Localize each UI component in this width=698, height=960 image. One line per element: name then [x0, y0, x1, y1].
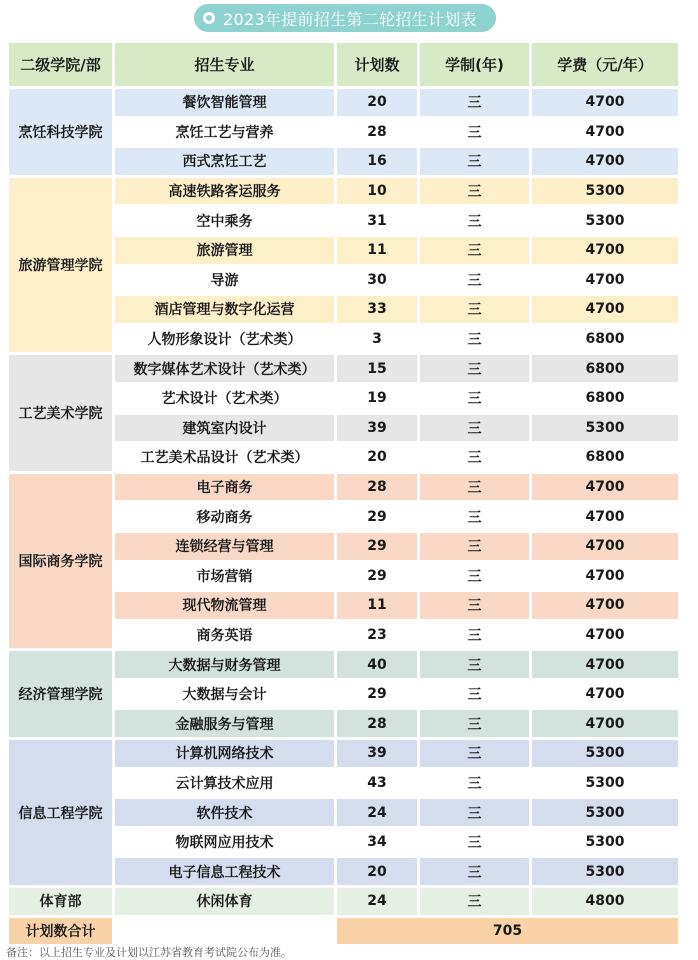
header-college: 二级学院/部 [9, 43, 112, 86]
count-cell: 28 [337, 710, 417, 737]
years-cell: 三 [420, 267, 529, 294]
years-cell: 三 [420, 207, 529, 234]
fee-cell: 4700 [532, 622, 678, 649]
years-cell: 三 [420, 651, 529, 678]
count-cell: 24 [337, 799, 417, 826]
fee-cell: 4700 [532, 681, 678, 708]
count-cell: 24 [337, 888, 417, 915]
years-cell: 三 [420, 592, 529, 619]
years-cell: 三 [420, 770, 529, 797]
fee-cell: 6800 [532, 355, 678, 382]
total-label: 计划数合计 [9, 918, 112, 945]
fee-cell: 6800 [532, 385, 678, 412]
years-cell: 三 [420, 740, 529, 767]
table-row [9, 355, 678, 382]
years-cell: 三 [420, 237, 529, 264]
years-cell: 三 [420, 858, 529, 885]
fee-cell: 4700 [532, 710, 678, 737]
major-cell: 酒店管理与数字化运营 [115, 296, 334, 323]
years-cell: 三 [420, 888, 529, 915]
major-cell: 云计算技术应用 [115, 770, 334, 797]
fee-cell: 6800 [532, 326, 678, 353]
fee-cell: 4700 [532, 474, 678, 501]
years-cell: 三 [420, 503, 529, 530]
years-cell: 三 [420, 533, 529, 560]
years-cell: 三 [420, 622, 529, 649]
college-cell: 烹饪科技学院 [9, 89, 112, 175]
college-cell: 工艺美术学院 [9, 355, 112, 470]
count-cell: 11 [337, 237, 417, 264]
header-years: 学制(年) [420, 43, 529, 86]
years-cell: 三 [420, 178, 529, 205]
years-cell: 三 [420, 148, 529, 175]
count-cell: 34 [337, 829, 417, 856]
count-cell: 29 [337, 563, 417, 590]
fee-cell: 5300 [532, 770, 678, 797]
fee-cell: 5300 [532, 829, 678, 856]
count-cell: 43 [337, 770, 417, 797]
years-cell: 三 [420, 681, 529, 708]
count-cell: 20 [337, 89, 417, 116]
count-cell: 11 [337, 592, 417, 619]
years-cell: 三 [420, 326, 529, 353]
years-cell: 三 [420, 415, 529, 442]
count-cell: 29 [337, 533, 417, 560]
count-cell: 28 [337, 119, 417, 146]
page-title: 2023年提前招生第二轮招生计划表 [223, 9, 477, 29]
college-cell: 国际商务学院 [9, 474, 112, 649]
table-row [9, 178, 678, 205]
years-cell: 三 [420, 119, 529, 146]
major-cell: 大数据与会计 [115, 681, 334, 708]
fee-cell: 6800 [532, 444, 678, 471]
years-cell: 三 [420, 296, 529, 323]
major-cell: 连锁经营与管理 [115, 533, 334, 560]
years-cell: 三 [420, 444, 529, 471]
circle-icon [203, 12, 215, 24]
major-cell: 软件技术 [115, 799, 334, 826]
total-value: 705 [337, 918, 678, 945]
fee-cell: 4700 [532, 119, 678, 146]
count-cell: 19 [337, 385, 417, 412]
major-cell: 高速铁路客运服务 [115, 178, 334, 205]
count-cell: 33 [337, 296, 417, 323]
major-cell: 数字媒体艺术设计（艺术类） [115, 355, 334, 382]
college-cell: 经济管理学院 [9, 651, 112, 737]
footnote: 备注：以上招生专业及计划以江苏省教育考试院公布为准。 [6, 946, 292, 959]
major-cell: 建筑室内设计 [115, 415, 334, 442]
fee-cell: 5300 [532, 740, 678, 767]
years-cell: 三 [420, 89, 529, 116]
major-cell: 商务英语 [115, 622, 334, 649]
fee-cell: 4700 [532, 237, 678, 264]
count-cell: 39 [337, 740, 417, 767]
fee-cell: 4700 [532, 148, 678, 175]
years-cell: 三 [420, 385, 529, 412]
fee-cell: 4700 [532, 563, 678, 590]
years-cell: 三 [420, 799, 529, 826]
years-cell: 三 [420, 710, 529, 737]
years-cell: 三 [420, 474, 529, 501]
fee-cell: 4700 [532, 296, 678, 323]
header-major: 招生专业 [115, 43, 334, 86]
major-cell: 餐饮智能管理 [115, 89, 334, 116]
count-cell: 29 [337, 681, 417, 708]
major-cell: 人物形象设计（艺术类） [115, 326, 334, 353]
major-cell: 大数据与财务管理 [115, 651, 334, 678]
title-banner [194, 4, 496, 32]
major-cell: 移动商务 [115, 503, 334, 530]
table-row [9, 740, 678, 767]
years-cell: 三 [420, 355, 529, 382]
count-cell: 20 [337, 444, 417, 471]
major-cell: 艺术设计（艺术类） [115, 385, 334, 412]
total-spacer [115, 918, 334, 945]
count-cell: 30 [337, 267, 417, 294]
table-row [9, 888, 678, 915]
fee-cell: 5300 [532, 858, 678, 885]
fee-cell: 5300 [532, 415, 678, 442]
fee-cell: 4700 [532, 533, 678, 560]
major-cell: 导游 [115, 267, 334, 294]
major-cell: 烹饪工艺与营养 [115, 119, 334, 146]
header-count: 计划数 [337, 43, 417, 86]
count-cell: 40 [337, 651, 417, 678]
count-cell: 15 [337, 355, 417, 382]
college-cell: 信息工程学院 [9, 740, 112, 885]
major-cell: 电子信息工程技术 [115, 858, 334, 885]
enrollment-table [6, 40, 681, 947]
fee-cell: 4700 [532, 592, 678, 619]
major-cell: 西式烹饪工艺 [115, 148, 334, 175]
years-cell: 三 [420, 563, 529, 590]
fee-cell: 5300 [532, 799, 678, 826]
count-cell: 10 [337, 178, 417, 205]
major-cell: 物联网应用技术 [115, 829, 334, 856]
count-cell: 20 [337, 858, 417, 885]
major-cell: 电子商务 [115, 474, 334, 501]
fee-cell: 5300 [532, 178, 678, 205]
major-cell: 空中乘务 [115, 207, 334, 234]
fee-cell: 4700 [532, 89, 678, 116]
header-fee: 学费（元/年） [532, 43, 678, 86]
major-cell: 旅游管理 [115, 237, 334, 264]
count-cell: 28 [337, 474, 417, 501]
total-row [9, 918, 678, 945]
count-cell: 3 [337, 326, 417, 353]
major-cell: 休闲体育 [115, 888, 334, 915]
count-cell: 16 [337, 148, 417, 175]
major-cell: 现代物流管理 [115, 592, 334, 619]
major-cell: 计算机网络技术 [115, 740, 334, 767]
college-cell: 体育部 [9, 888, 112, 915]
fee-cell: 4700 [532, 503, 678, 530]
college-cell: 旅游管理学院 [9, 178, 112, 353]
table-row [9, 89, 678, 116]
fee-cell: 4800 [532, 888, 678, 915]
table-row [9, 474, 678, 501]
years-cell: 三 [420, 829, 529, 856]
header-row [9, 43, 678, 86]
major-cell: 工艺美术品设计（艺术类） [115, 444, 334, 471]
count-cell: 39 [337, 415, 417, 442]
count-cell: 23 [337, 622, 417, 649]
count-cell: 31 [337, 207, 417, 234]
fee-cell: 5300 [532, 207, 678, 234]
table-row [9, 651, 678, 678]
count-cell: 29 [337, 503, 417, 530]
fee-cell: 4700 [532, 267, 678, 294]
major-cell: 市场营销 [115, 563, 334, 590]
major-cell: 金融服务与管理 [115, 710, 334, 737]
fee-cell: 4700 [532, 651, 678, 678]
